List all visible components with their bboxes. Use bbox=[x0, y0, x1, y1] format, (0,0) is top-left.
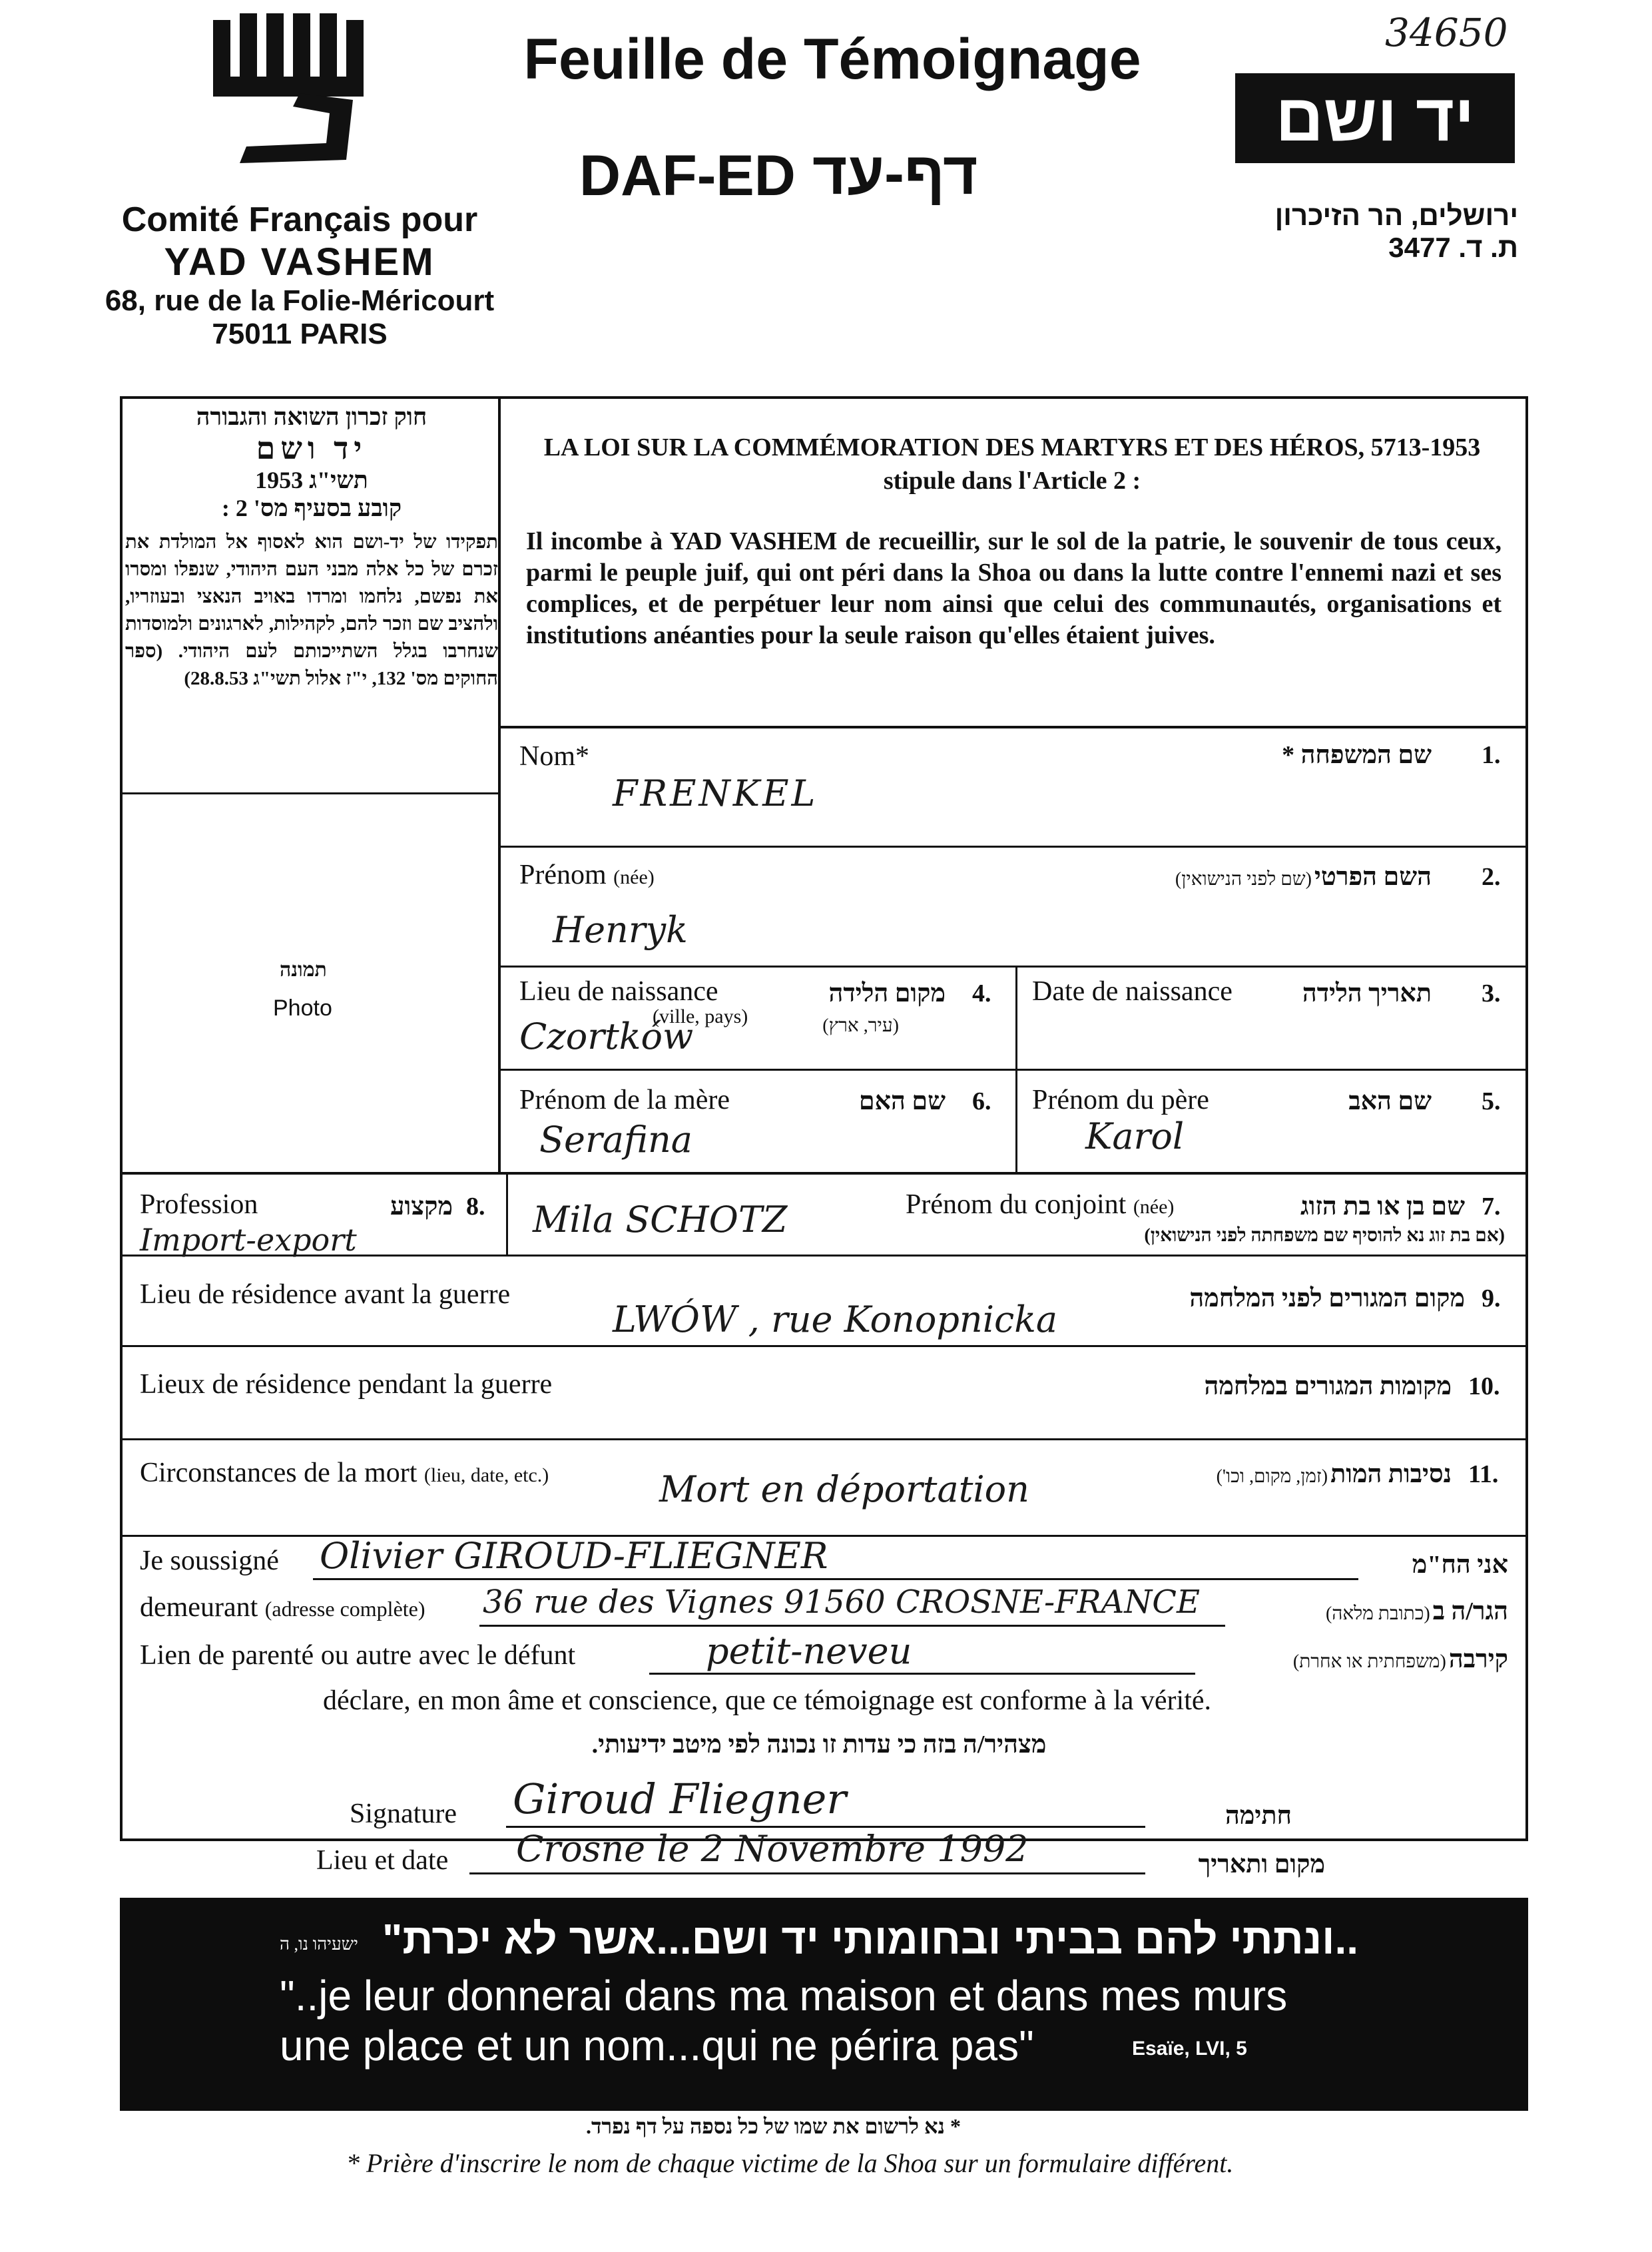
conjoint-label-small: (née) bbox=[1133, 1196, 1175, 1218]
demeurant-line bbox=[479, 1625, 1225, 1627]
circonstances-heb: נסיבות המות bbox=[1330, 1460, 1452, 1488]
left-column-divider bbox=[498, 396, 501, 1172]
profession-label: Profession bbox=[140, 1189, 258, 1220]
residence-avant-num: 9. bbox=[1482, 1284, 1501, 1312]
demeurant-small: (adresse complète) bbox=[264, 1597, 425, 1621]
statement-heb: מצהיר/ה בזה כי עדות זו נכונה לפי מיטב ידיעותי. bbox=[591, 1731, 1047, 1759]
prenom-mere-label: Prénom de la mère bbox=[519, 1085, 730, 1115]
prenom-mere-num: 6. bbox=[972, 1087, 991, 1115]
prenom-heb-small: (שם לפני הנישואין) bbox=[1175, 869, 1312, 890]
law-heb-title2: יד ושם bbox=[256, 431, 368, 465]
law-body: Il incombe à YAD VASHEM de recueillir, sur le sol de la patrie, le souvenir de tous ceux, parmi le peuple juif, qui ont péri dans la Shoa ou dans la lutte contre l'ennemi nazi et ses complices, et de perpétuer leur nom ainsi que celui des communautés, organisations et institutions anéanties pour la seule raison qu'elles étaient juives. bbox=[526, 527, 1502, 649]
lieu-date-line bbox=[469, 1872, 1145, 1874]
date-naissance-label: Date de naissance bbox=[1032, 976, 1233, 1007]
circonstances-heb-small: (זמן, מקום, וכו') bbox=[1216, 1466, 1328, 1487]
circonstances-label: Circonstances de la mort bbox=[140, 1458, 417, 1488]
row-divider-3 bbox=[498, 1069, 1528, 1071]
conjoint-label: Prénom du conjoint bbox=[906, 1189, 1127, 1220]
prenom-label-small: (née) bbox=[613, 866, 655, 888]
residence-pendant-heb: מקומות המגורים במלחמה bbox=[1204, 1372, 1452, 1400]
lieu-naissance-num: 4. bbox=[972, 980, 991, 1007]
nom-label: Nom* bbox=[519, 741, 589, 772]
quote-french-line1: "..je leur donnerai dans ma maison et dans mes murs bbox=[280, 1972, 1288, 2020]
lien-heb: קירבה bbox=[1448, 1645, 1508, 1673]
nom-value[interactable]: FRENKEL bbox=[613, 772, 818, 814]
prenom-heb: השם הפרטי bbox=[1314, 863, 1432, 891]
conjoint-num: 7. bbox=[1482, 1193, 1501, 1221]
committee-line3: 68, rue de la Folie-Méricourt bbox=[105, 284, 495, 317]
soussigne-line bbox=[313, 1578, 1358, 1580]
yv-address-line1: ירושלים, הר הזיכרון bbox=[1274, 200, 1518, 231]
nom-heb: שם המשפחה * bbox=[1282, 741, 1432, 769]
daf-ed-label: DAF-ED bbox=[579, 144, 796, 208]
law-heb-title4: קובע בסעיף מס' 2 : bbox=[221, 495, 402, 521]
law-title: LA LOI SUR LA COMMÉMORATION DES MARTYRS ET DES HÉROS, 5713-1953 bbox=[543, 433, 1481, 461]
row-divider-6 bbox=[120, 1345, 1528, 1347]
circonstances-value[interactable]: Mort en déportation bbox=[659, 1468, 1029, 1510]
law-heb-body: תפקידו של יד-ושם הוא לאסוף אל המולדת את זכרם של כל אלה מבני העם היהודי, שנפלו ומסרו את נפשם, נלחמו ומרדו באויב הנאצי ובעוזריו, ולהציב שם וזכר להם, לקהילות, לארגונים ולמוסדות שנחרבו בגלל השתייכותם לעם היהודי. (ספר החוקים מס' 132, י"ז אלול תשי"ג 28.8.53) bbox=[125, 531, 498, 689]
law-fields-divider bbox=[498, 726, 1528, 728]
signature-heb: חתימה bbox=[1225, 1802, 1292, 1830]
yad-vashem-hebrew-logo: יד ושם bbox=[1235, 73, 1515, 163]
demeurant-heb: הגר/ה ב bbox=[1432, 1597, 1508, 1625]
demeurant-value[interactable]: 36 rue des Vignes 91560 CROSNE-FRANCE bbox=[483, 1583, 1201, 1621]
lieu-naissance-label: Lieu de naissance bbox=[519, 976, 718, 1007]
committee-address bbox=[100, 200, 499, 351]
prenom-pere-value[interactable]: Karol bbox=[1085, 1115, 1185, 1157]
quote-hebrew: ..ונתתי להם בביתי ובחומותי יד ושם...אשר לא יכרת" bbox=[382, 1915, 1358, 1963]
prenom-num: 2. bbox=[1482, 863, 1501, 891]
profession-value[interactable]: Import-export bbox=[140, 1222, 357, 1258]
soussigne-value[interactable]: Olivier GIROUD-FLIEGNER bbox=[320, 1535, 828, 1577]
committee-line2: YAD VASHEM bbox=[164, 240, 435, 284]
date-naissance-num: 3. bbox=[1482, 980, 1501, 1007]
quote-ref: Esaïe, LVI, 5 bbox=[1132, 2038, 1247, 2060]
conjoint-heb: שם בן או בת הזוג bbox=[1300, 1193, 1465, 1221]
row-divider-2 bbox=[498, 966, 1528, 968]
prenom-value[interactable]: Henryk bbox=[553, 909, 688, 951]
yad-vashem-logo bbox=[200, 13, 400, 166]
lieu-date-value[interactable]: Crosne le 2 Novembre 1992 bbox=[516, 1828, 1029, 1870]
document-title: Feuille de Témoignage bbox=[523, 27, 1141, 91]
law-hebrew-box bbox=[125, 403, 498, 693]
profession-divider bbox=[506, 1175, 508, 1255]
law-heb-title1: חוק זכרון השואה והגבורה bbox=[196, 404, 427, 430]
soussigne-heb: אני הח"מ bbox=[1412, 1551, 1508, 1579]
prenom-label: Prénom bbox=[519, 860, 607, 890]
lieu-date-label: Lieu et date bbox=[316, 1845, 449, 1876]
conjoint-value[interactable]: Mila SCHOTZ bbox=[533, 1199, 788, 1241]
profession-heb: מקצוע bbox=[390, 1193, 453, 1221]
lieu-naissance-value[interactable]: Czortków bbox=[519, 1015, 694, 1057]
soussigne-label: Je soussigné bbox=[140, 1546, 279, 1576]
law-heb-title3: תשי"ג 1953 bbox=[255, 467, 368, 493]
residence-avant-label: Lieu de résidence avant la guerre bbox=[140, 1279, 511, 1310]
reference-number: 34650 bbox=[1385, 10, 1508, 55]
statement: déclare, en mon âme et conscience, que ce témoignage est conforme à la vérité. bbox=[323, 1685, 1212, 1716]
date-naissance-heb: תאריך הלידה bbox=[1302, 980, 1432, 1007]
profession-num: 8. bbox=[466, 1193, 485, 1221]
yv-address-line2: ת. ד. 3477 bbox=[1388, 232, 1518, 263]
residence-pendant-label: Lieux de résidence pendant la guerre bbox=[140, 1369, 553, 1400]
prenom-pere-num: 5. bbox=[1482, 1087, 1501, 1115]
yad-vashem-address bbox=[1232, 200, 1518, 264]
circonstances-num: 11. bbox=[1468, 1460, 1499, 1488]
daf-ed-hebrew: דף-עד bbox=[812, 141, 978, 207]
prenom-pere-heb: שם האב bbox=[1348, 1087, 1432, 1115]
law-photo-divider bbox=[120, 792, 499, 794]
residence-avant-value[interactable]: LWÓW , rue Konopnicka bbox=[613, 1298, 1058, 1340]
residence-pendant-num: 10. bbox=[1468, 1372, 1500, 1400]
lieu-naissance-heb: מקום הלידה bbox=[828, 980, 946, 1007]
footer-note: * Prière d'inscrire le nom de chaque victime de la Shoa sur un formulaire différent. bbox=[346, 2148, 1234, 2178]
prenom-mere-heb: שם האם bbox=[858, 1087, 946, 1115]
signature-value[interactable]: Giroud Fliegner bbox=[513, 1775, 846, 1823]
residence-avant-heb: מקום המגורים לפני המלחמה bbox=[1189, 1284, 1465, 1312]
circonstances-label-small: (lieu, date, etc.) bbox=[423, 1464, 549, 1486]
row-divider-4 bbox=[120, 1172, 1528, 1175]
committee-line1: Comité Français pour bbox=[121, 200, 478, 239]
law-subtitle: stipule dans l'Article 2 : bbox=[883, 467, 1141, 495]
lieu-naissance-heb-small: (עיר, ארץ) bbox=[822, 1015, 899, 1036]
lien-label: Lien de parenté ou autre avec le défunt bbox=[140, 1640, 576, 1671]
lieu-date-heb: מקום ותאריך bbox=[1198, 1850, 1325, 1878]
conjoint-heb-small: (אם בת זוג נא להוסיף שם משפחתה לפני הנישואין) bbox=[1144, 1225, 1505, 1246]
lien-line bbox=[649, 1673, 1195, 1675]
nom-num: 1. bbox=[1482, 741, 1501, 769]
photo-label: Photo bbox=[273, 995, 332, 1021]
row-divider-1 bbox=[498, 846, 1528, 848]
lieu-naissance-small: (ville, pays) bbox=[653, 1005, 748, 1027]
row-divider-7 bbox=[120, 1438, 1528, 1440]
prenom-mere-value[interactable]: Serafina bbox=[539, 1119, 692, 1161]
lien-heb-small: (משפחתית או אחרת) bbox=[1292, 1651, 1446, 1672]
lien-value[interactable]: petit-neveu bbox=[706, 1630, 912, 1672]
demeurant-heb-small: (כתובת מלאה) bbox=[1325, 1603, 1430, 1624]
footer-hebrew-note: * נא לרשום את שמו של כל נספה על דף נפרד. bbox=[586, 2114, 961, 2138]
signature-label: Signature bbox=[350, 1799, 457, 1829]
committee-line4: 75011 PARIS bbox=[212, 318, 388, 350]
prenom-pere-label: Prénom du père bbox=[1032, 1085, 1209, 1115]
photo-hebrew-label: תמונה bbox=[280, 959, 327, 981]
demeurant-label: demeurant bbox=[140, 1592, 258, 1623]
quote-french-line2: une place et un nom...qui ne périra pas" bbox=[280, 2022, 1034, 2070]
quote-hebrew-ref: ישעיהו נו, ה bbox=[280, 1934, 358, 1954]
